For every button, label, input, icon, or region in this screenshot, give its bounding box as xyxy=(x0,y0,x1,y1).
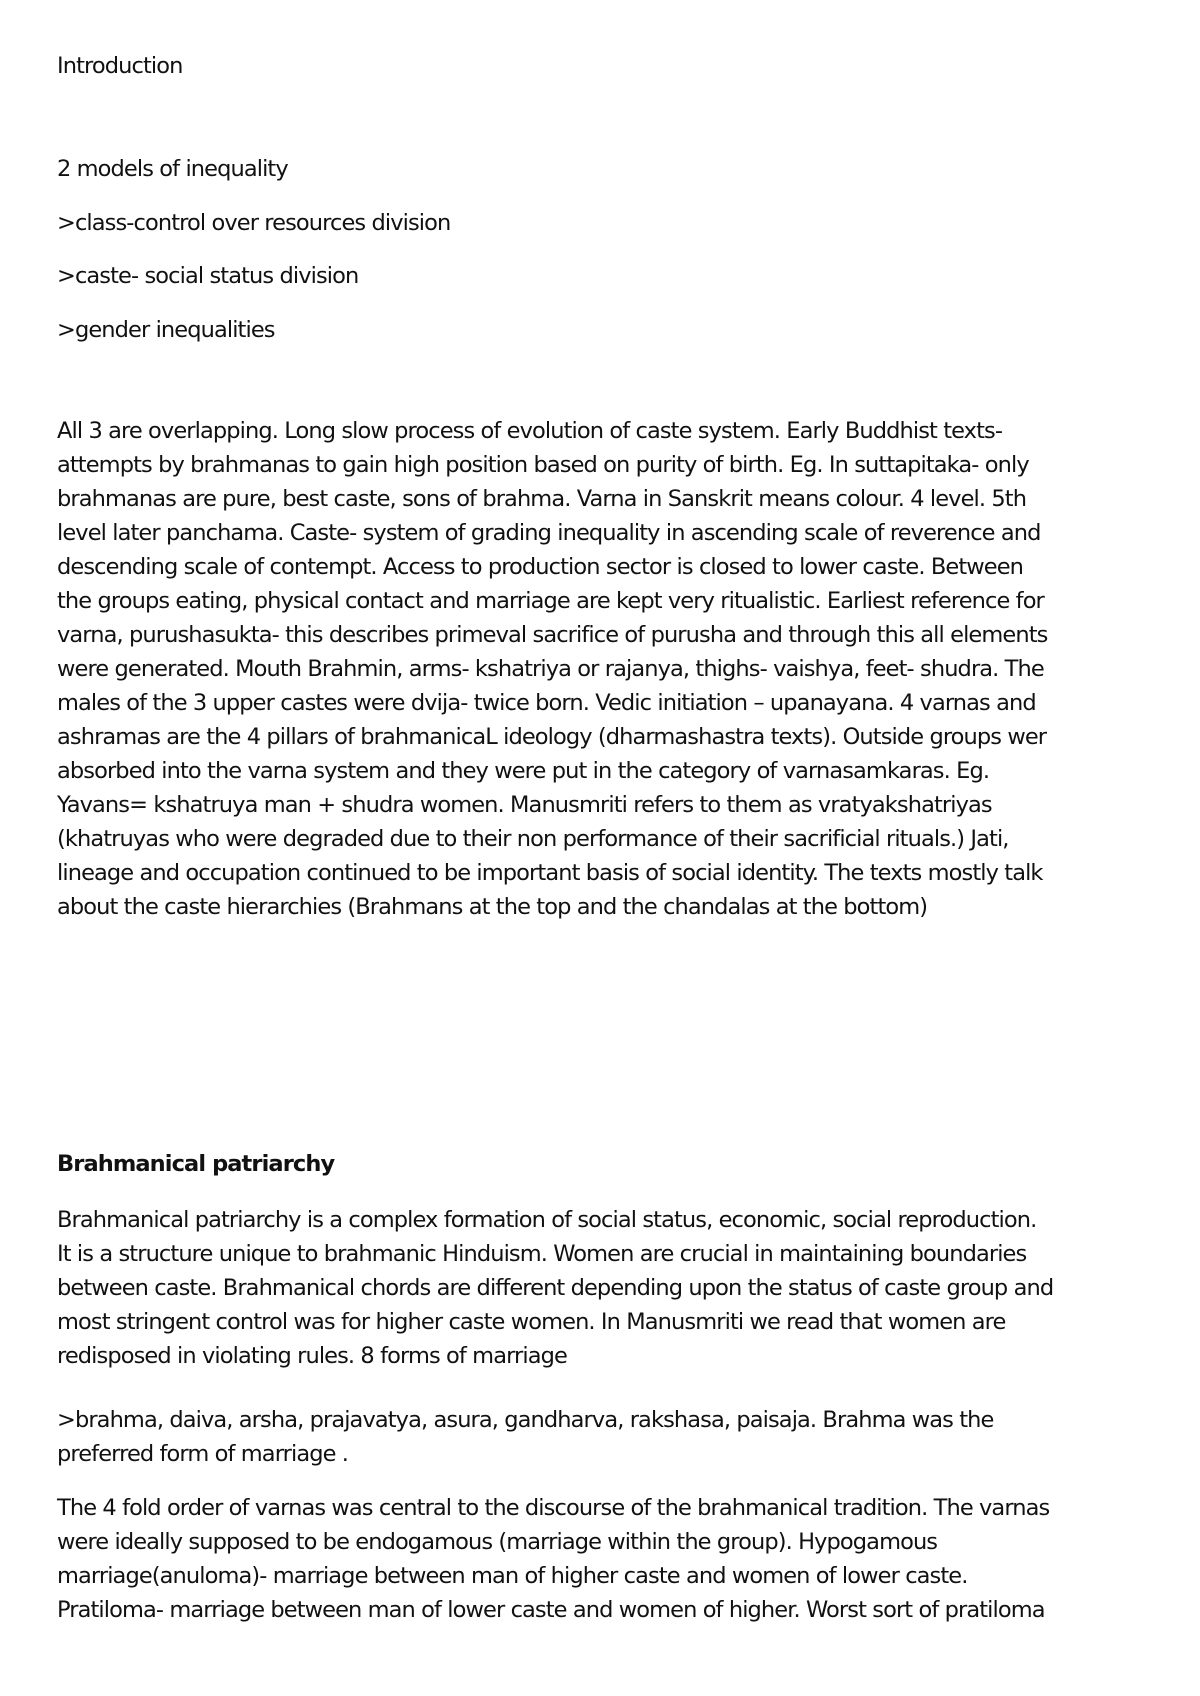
paragraph-line: about the caste hierarchies (Brahmans at the top and the chandalas at the bottom) xyxy=(57,894,928,920)
paragraph-line: attempts by brahmanas to gain high position based on purity of birth. Eg. In suttapitaka- only xyxy=(57,452,1029,478)
paragraph-line: descending scale of contempt. Access to production sector is closed to lower caste. Between xyxy=(57,554,1024,580)
paragraph-line: The 4 fold order of varnas was central to the discourse of the brahmanical tradition. The varnas xyxy=(57,1495,1050,1521)
paragraph-line: the groups eating, physical contact and marriage are kept very ritualistic. Earliest reference for xyxy=(57,588,1044,614)
paragraph-line: Brahmanical patriarchy is a complex formation of social status, economic, social reproduction. xyxy=(57,1207,1037,1233)
models-heading: 2 models of inequality xyxy=(57,156,288,182)
intro-title: Introduction xyxy=(57,53,183,79)
paragraph-line: All 3 are overlapping. Long slow process of evolution of caste system. Early Buddhist texts- xyxy=(57,418,1003,444)
model-item-gender: >gender inequalities xyxy=(57,317,275,343)
paragraph-line: varna, purushasukta- this describes primeval sacrifice of purusha and through this all elements xyxy=(57,622,1048,648)
paragraph-line: brahmanas are pure, best caste, sons of brahma. Varna in Sanskrit means colour. 4 level. 5th xyxy=(57,486,1027,512)
paragraph-line: >brahma, daiva, arsha, prajavatya, asura, gandharva, rakshasa, paisaja. Brahma was the xyxy=(57,1407,994,1433)
section-heading: Brahmanical patriarchy xyxy=(57,1151,335,1177)
paragraph-line: preferred form of marriage . xyxy=(57,1441,349,1467)
paragraph-line: It is a structure unique to brahmanic Hinduism. Women are crucial in maintaining boundaries xyxy=(57,1241,1027,1267)
patriarchy-paragraph-2 xyxy=(57,1403,1157,1471)
paragraph-line: were ideally supposed to be endogamous (marriage within the group). Hypogamous xyxy=(57,1529,938,1555)
paragraph-line: marriage(anuloma)- marriage between man of higher caste and women of lower caste. xyxy=(57,1563,968,1589)
patriarchy-paragraph-3 xyxy=(57,1491,1157,1627)
patriarchy-paragraph-1 xyxy=(57,1203,1157,1373)
paragraph-line: Pratiloma- marriage between man of lower caste and women of higher. Worst sort of pratiloma xyxy=(57,1597,1045,1623)
model-item-class: >class-control over resources division xyxy=(57,210,451,236)
paragraph-line: lineage and occupation continued to be important basis of social identity. The texts mostly talk xyxy=(57,860,1043,886)
paragraph-line: males of the 3 upper castes were dvija- twice born. Vedic initiation – upanayana. 4 varnas and xyxy=(57,690,1036,716)
paragraph-line: between caste. Brahmanical chords are different depending upon the status of caste group and xyxy=(57,1275,1054,1301)
paragraph-line: were generated. Mouth Brahmin, arms- kshatriya or rajanya, thighs- vaishya, feet- shudra. The xyxy=(57,656,1044,682)
paragraph-line: most stringent control was for higher caste women. In Manusmriti we read that women are xyxy=(57,1309,1006,1335)
paragraph-line: (khatruyas who were degraded due to their non performance of their sacrificial rituals.) Jati, xyxy=(57,826,1009,852)
paragraph-line: ashramas are the 4 pillars of brahmanicaL ideology (dharmashastra texts). Outside groups wer xyxy=(57,724,1047,750)
paragraph-line: level later panchama. Caste- system of grading inequality in ascending scale of reverence and xyxy=(57,520,1041,546)
paragraph-line: redisposed in violating rules. 8 forms of marriage xyxy=(57,1343,567,1369)
intro-paragraph xyxy=(57,414,1157,924)
model-item-caste: >caste- social status division xyxy=(57,263,359,289)
paragraph-line: Yavans= kshatruya man + shudra women. Manusmriti refers to them as vratyakshatriyas xyxy=(57,792,992,818)
paragraph-line: absorbed into the varna system and they were put in the category of varnasamkaras. Eg. xyxy=(57,758,990,784)
